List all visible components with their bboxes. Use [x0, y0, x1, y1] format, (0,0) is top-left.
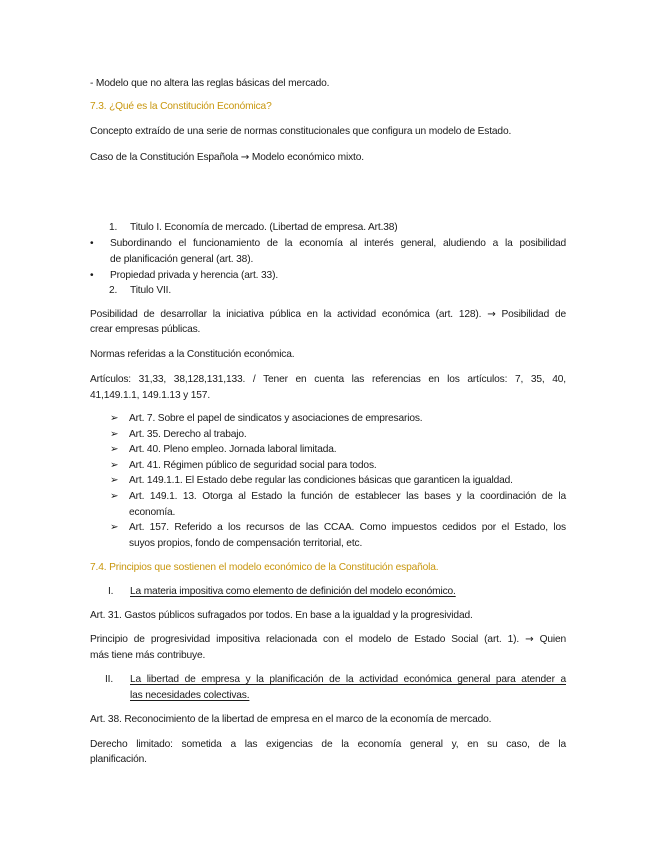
arrow-icon: → [240, 152, 250, 163]
bullet-icon: • [90, 270, 94, 281]
list-number-2: 2. [109, 285, 118, 296]
arrowhead-bullet-icon: ➢ [110, 444, 119, 455]
posibilidad-line-1 [90, 307, 566, 323]
principio-line-2: más tiene más contribuye. [90, 650, 206, 661]
arrowhead-bullet-icon: ➢ [110, 522, 119, 533]
normas-paragraph: Normas referidas a la Constitución económica. [90, 349, 295, 360]
arrow-item-art7: Art. 7. Sobre el papel de sindicatos y asociaciones de empresarios. [129, 413, 423, 424]
bullet-item-1-line-1: Subordinando el funcionamiento de la economía al interés general, aludiendo a la posibilidad [110, 238, 566, 249]
subheading-libertad-empresa-line-2: las necesidades colectivas. [130, 690, 250, 701]
posibilidad-text-a: Posibilidad de desarrollar la iniciativa pública en la actividad económica (art. 128). [90, 309, 482, 320]
subheading-libertad-empresa-line-1: La libertad de empresa y la planificación de la actividad económica general para atender a [130, 674, 566, 685]
arrow-item-art35: Art. 35. Derecho al trabajo. [129, 429, 247, 440]
principio-text-b: Quien [539, 634, 566, 645]
arrow-icon: → [487, 309, 496, 320]
derecho-line-2: planificación. [90, 754, 147, 765]
principio-line-1 [90, 632, 566, 648]
section-heading-7-3: 7.3. ¿Qué es la Constitución Económica? [90, 101, 272, 112]
posibilidad-line-2: crear empresas públicas. [90, 324, 201, 335]
section-heading-7-4: 7.4. Principios que sostienen el modelo económico de la Constitución española. [90, 562, 439, 573]
arrow-item-art40: Art. 40. Pleno empleo. Jornada laboral limitada. [129, 444, 337, 455]
list-item-titulo-1: Titulo I. Economía de mercado. (Libertad de empresa. Art.38) [130, 222, 398, 233]
subheading-materia-impositiva: La materia impositiva como elemento de definición del modelo económico. [130, 586, 456, 597]
caso-paragraph [90, 150, 566, 166]
posibilidad-text-b: Posibilidad de [501, 309, 566, 320]
articulos-line-1: Artículos: 31,33, 38,128,131,133. / Tener en cuenta las referencias en los artículos: 7, 35, 40, [90, 374, 566, 385]
arrowhead-bullet-icon: ➢ [110, 460, 119, 471]
arrow-item-art41: Art. 41. Régimen público de seguridad social para todos. [129, 460, 377, 471]
bullet-item-2: Propiedad privada y herencia (art. 33). [110, 270, 278, 281]
arrowhead-bullet-icon: ➢ [110, 429, 119, 440]
art31-paragraph: Art. 31. Gastos públicos sufragados por todos. En base a la igualdad y la progresividad. [90, 610, 473, 621]
caso-text-b: Modelo económico mixto. [251, 152, 364, 163]
arrowhead-bullet-icon: ➢ [110, 491, 119, 502]
arrow-item-art149-1-13-line-2: economía. [129, 507, 176, 518]
arrow-item-art149-1-1: Art. 149.1.1. El Estado debe regular las condiciones básicas que garanticen la igualdad. [129, 475, 513, 486]
roman-numeral-2: II. [105, 674, 114, 685]
list-number-1: 1. [109, 222, 118, 233]
arrow-item-art157-line-2: suyos propios, fondo de compensación territorial, etc. [129, 538, 363, 549]
derecho-line-1: Derecho limitado: sometida a las exigencias de la economía general y, en su caso, de la [90, 739, 566, 750]
arrowhead-bullet-icon: ➢ [110, 475, 119, 486]
caso-text-a: Caso de la Constitución Española [90, 152, 239, 163]
art38-paragraph: Art. 38. Reconocimiento de la libertad de empresa en el marco de la economía de mercado. [90, 714, 492, 725]
roman-numeral-1: I. [108, 586, 114, 597]
list-item-titulo-7: Titulo VII. [130, 285, 171, 296]
arrow-icon: → [525, 634, 534, 645]
principio-text-a: Principio de progresividad impositiva relacionada con el modelo de Estado Social (art. 1). [90, 634, 520, 645]
bullet-item-1-line-2: de planificación general (art. 38). [110, 254, 254, 265]
articulos-line-2: 41,149.1.1, 149.1.13 y 157. [90, 390, 211, 401]
arrow-item-art157-line-1: Art. 157. Referido a los recursos de las CCAA. Como impuestos cedidos por el Estado, los [129, 522, 566, 533]
arrowhead-bullet-icon: ➢ [110, 413, 119, 424]
bullet-icon: • [90, 238, 94, 249]
modelo-line: - Modelo que no altera las reglas básicas del mercado. [90, 78, 330, 89]
arrow-item-art149-1-13-line-1: Art. 149.1. 13. Otorga al Estado la función de establecer las bases y la coordinación de la [129, 491, 566, 502]
concepto-paragraph: Concepto extraído de una serie de normas constitucionales que configura un modelo de Estado. [90, 126, 512, 137]
